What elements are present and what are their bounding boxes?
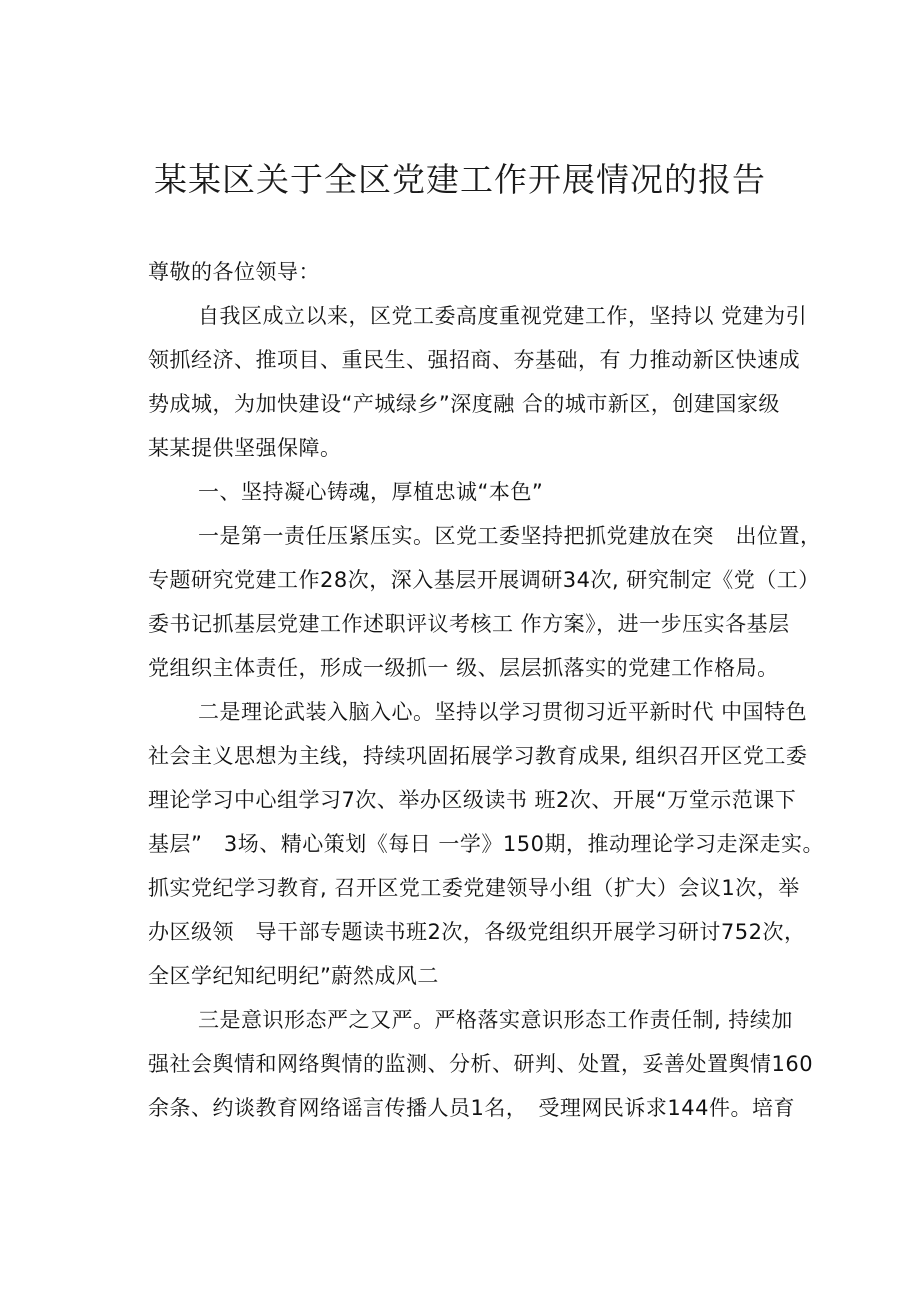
document-title: 某某区关于全区党建工作开展情况的报告: [154, 160, 766, 199]
text-line: 委书记抓基层党建工作述职评议考核工 作方案》，进一步压实各基层: [148, 612, 790, 636]
text-line: 党组织主体责任，形成一级抓一 级、层层抓落实的党建工作格局。: [148, 656, 779, 680]
text-line: 理论学习中心组学习7次、举办区级读书 班2次、开展“万堂示范课下: [148, 788, 797, 812]
salutation: 尊敬的各位领导：: [148, 260, 320, 284]
text-line: 三是意识形态严之又严。严格落实意识形态工作责任制, 持续加: [198, 1008, 793, 1032]
text-line: 全区学纪知纪明纪”蔚然成风二: [148, 964, 439, 988]
text-line: 基层” 3场、精心策划《每日 一学》150期，推动理论学习走深走实。: [148, 832, 824, 856]
intro-paragraph: [148, 294, 808, 470]
text-line: 余条、约谈教育网络谣言传播人员1名， 受理网民诉求144件。培育: [148, 1096, 795, 1120]
section-heading: 一、坚持凝心铸魂，厚植忠诚“本色”: [198, 480, 544, 504]
text-line: 一是第一责任压紧压实。区党工委坚持把抓党建放在突 出位置，: [198, 524, 822, 548]
text-line: 二是理论武装入脑入心。坚持以学习贯彻习近平新时代 中国特色: [198, 700, 808, 724]
text-line: 抓实党纪学习教育, 召开区党工委党建领导小组（扩大）会议1次，举: [148, 876, 800, 900]
text-line: 强社会舆情和网络舆情的监测、分析、研判、处置，妥善处置舆情160: [148, 1052, 814, 1076]
paragraph-ideology: [148, 998, 814, 1130]
text-line: 专题研究党建工作28次，深入基层开展调研34次, 研究制定《党（工）: [148, 568, 820, 592]
text-line: 办区级领 导干部专题读书班2次，各级党组织开展学习研讨752次，: [148, 920, 806, 944]
text-line: 自我区成立以来，区党工委高度重视党建工作，坚持以 党建为引: [198, 304, 808, 328]
text-line: 社会主义思想为主线，持续巩固拓展学习教育成果, 组织召开区党工委: [148, 744, 808, 768]
text-line: 领抓经济、推项目、重民生、强招商、夯基础，有 力推动新区快速成: [148, 348, 801, 372]
text-line: 某某提供坚强保障。: [148, 436, 342, 460]
paragraph-theory-armament: [148, 690, 824, 998]
paragraph-first-responsibility: [148, 514, 822, 690]
document-body: [148, 250, 824, 1130]
text-line: 势成城，为加快建设“产城绿乡”深度融 合的城市新区，创建国家级: [148, 392, 780, 416]
